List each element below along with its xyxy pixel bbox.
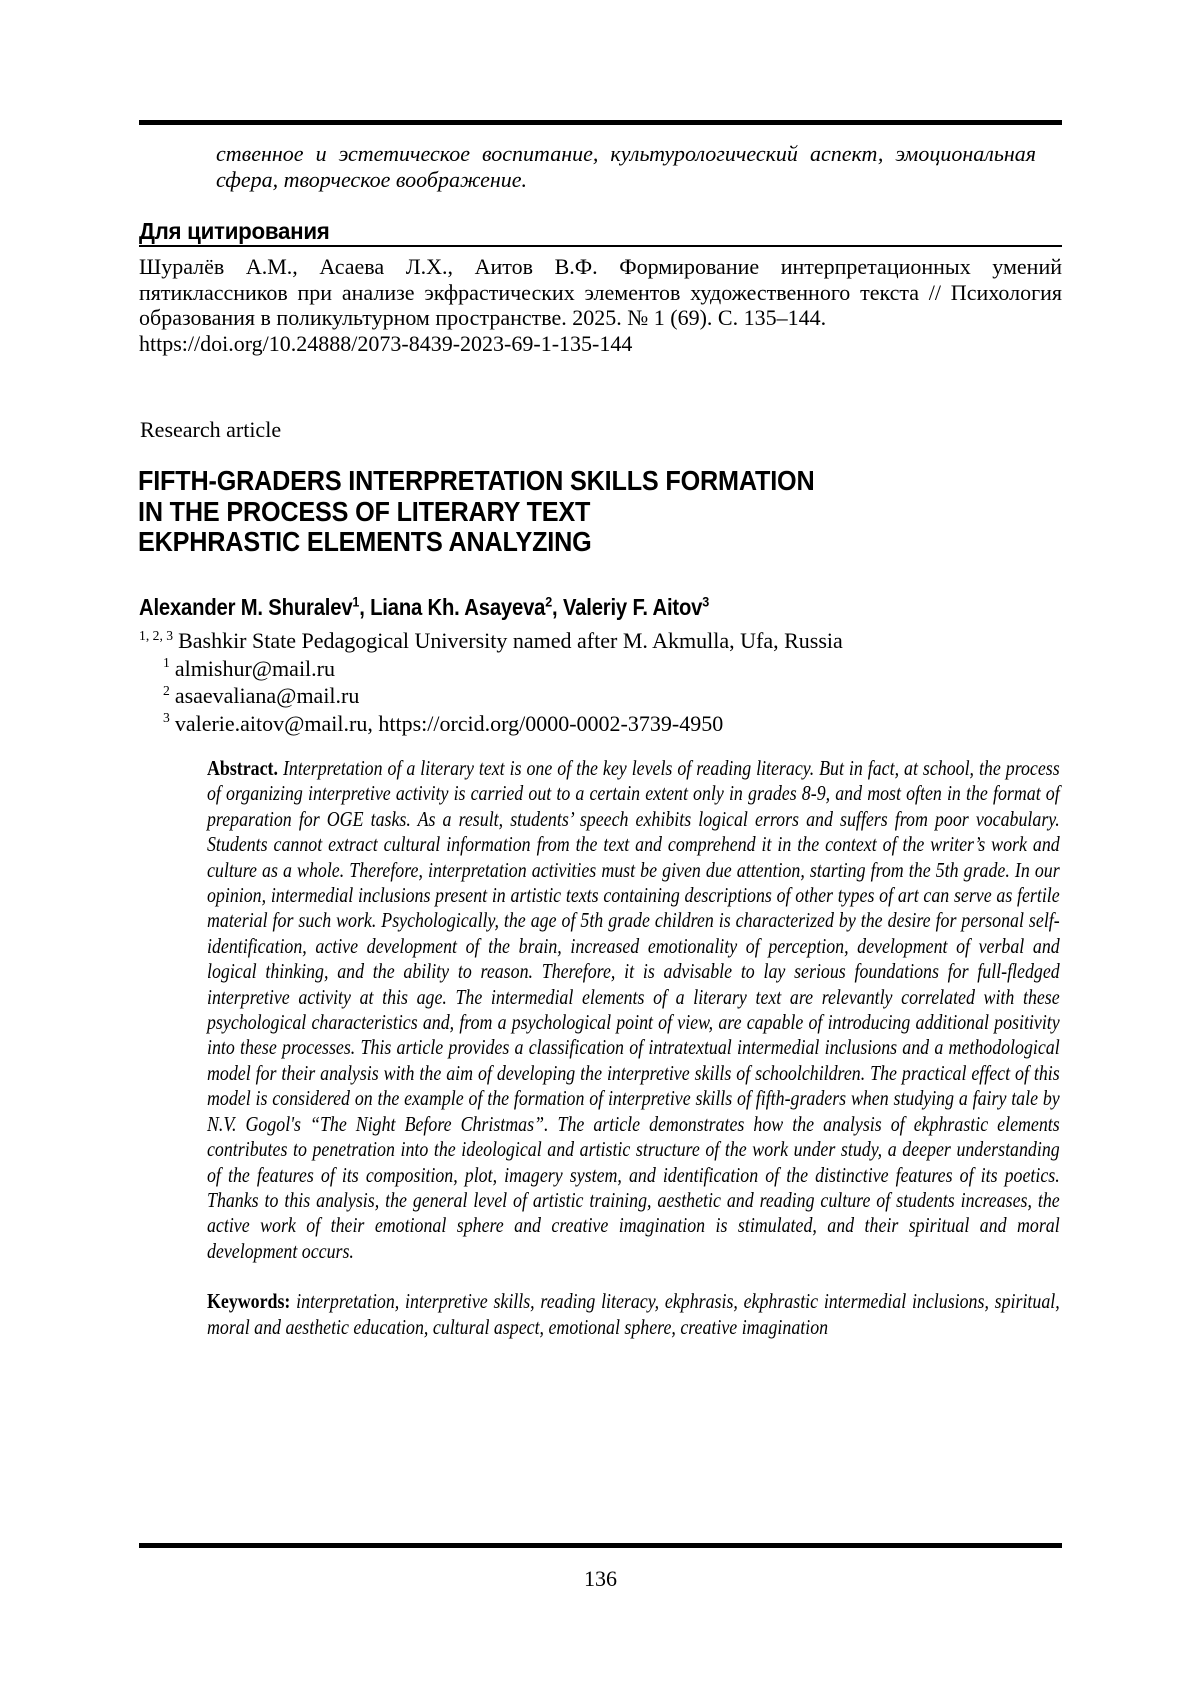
affiliation-marker: 3 [163,710,170,726]
author-affiliation-marker: 3 [702,594,710,611]
keywords-text: interpretation, interpretive skills, reading literacy, ekphrasis, ekphrastic intermedial inclusions, spiritual, moral and aesthetic education, cultural aspect, emotional sphere, creative imagination [207,1289,1060,1339]
email-address: valerie.aitov@mail.ru, [174,710,379,736]
keywords-label: Keywords: [207,1289,291,1314]
author-affiliation-marker: 1 [352,594,360,611]
citation-heading-rule [139,245,1062,247]
continuation-text: ственное и эстетическое воспитание, культурологический аспект, эмоциональная сфера, творческое воображение. [216,141,1036,192]
citation-reference: Шуралёв А.М., Асаева Л.Х., Аитов В.Ф. Формирование интерпретационных умений пятиклассников при анализе экфрастических элементов художественного текста // Психология образования в поликультурном пространстве. 2025. № 1 (69). С. 135–144. [139,254,1062,330]
author-name: Alexander M. Shuralev [139,594,353,620]
affiliation-university [139,627,843,655]
author-separator: , [359,594,371,620]
affiliation-marker: 1, 2, 3 [139,627,174,643]
doi-link[interactable]: https://doi.org/10.24888/2073-8439-2023-69-1-135-144 [139,330,633,356]
email-address: almishur@mail.ru [174,655,335,681]
page-number: 136 [584,1566,617,1591]
abstract-label: Abstract. [207,756,278,780]
abstract-paragraph [207,756,1060,1264]
citation-heading: Для цитирования [139,218,330,244]
author-name: Liana Kh. Asayeva [370,594,546,620]
author-affiliation-marker: 2 [545,594,553,611]
affiliation-text: Bashkir State Pedagogical University named after M. Akmulla, Ufa, Russia [178,628,843,653]
affiliation-email [139,682,843,710]
bottom-rule [139,1543,1062,1548]
article-title-line: FIFTH-GRADERS INTERPRETATION SKILLS FORMATION [138,465,815,496]
affiliation-marker: 2 [163,682,170,698]
article-title [138,466,814,558]
abstract-keywords-section [207,756,1060,1340]
affiliations-block [139,627,843,737]
email-address: asaevaliana@mail.ru [174,683,360,708]
authors-line [139,594,709,621]
article-type-label: Research article [140,417,282,442]
affiliation-email [139,710,843,738]
top-rule [139,120,1062,125]
article-title-line: EKPHRASTIC ELEMENTS ANALYZING [138,526,592,557]
author-separator: , [552,594,563,620]
keywords-paragraph [207,1289,1060,1340]
orcid-link[interactable]: https://orcid.org/0000-0002-3739-4950 [378,710,724,736]
abstract-text: Interpretation of a literary text is one of the key levels of reading literacy. But in fact, at school, the process of organizing interpretive activity is carried out to a certain extent only in grades 8-9, and most often in the format of preparation for OGE tasks. As a result, students’ speech exhibits logical errors and suffers from poor vocabulary. Students cannot extract cultural information from the text and comprehend it in the context of the writer’s work and culture as a whole. Therefore, interpretation activities must be given due attention, starting from the 5th grade. In our opinion, intermedial inclusions present in artistic texts containing descriptions of other types of art can serve as fertile material for such work. Psychologically, the age of 5th grade children is characterized by the desire for personal self-identification, active development of the brain, increased emotionality of perception, development of verbal and logical thinking, and the ability to reason. Therefore, it is advisable to lay serious foundations for full-fledged interpretive activity at this age. The intermedial elements of a literary text are relevantly correlated with these psychological characteristics and, from a psychological point of view, are capable of introducing additional positivity into these processes. This article provides a classification of intratextual intermedial inclusions and a methodological model for their analysis with the aim of developing the interpretive skills of schoolchildren. The practical effect of this model is considered on the example of the formation of interpretive skills of fifth-graders when studying a fairy tale by N.V. Gogol's “The Night Before Christmas”. The article demonstrates how the analysis of ekphrastic elements contributes to penetration into the ideological and artistic structure of the work under study, a deeper understanding of the features of its composition, plot, imagery system, and identification of the distinctive features of its poetics. Thanks to this analysis, the general level of artistic training, aesthetic and reading culture of students increases, the active work of their emotional sphere and creative imagination is stimulated, and their spiritual and moral development occurs. [207,756,1060,1263]
author-name: Valeriy F. Aitov [562,594,703,620]
citation-paragraph [139,254,1062,356]
affiliation-marker: 1 [163,655,170,671]
affiliation-email [139,655,843,683]
article-title-line: IN THE PROCESS OF LITERARY TEXT [138,495,591,527]
